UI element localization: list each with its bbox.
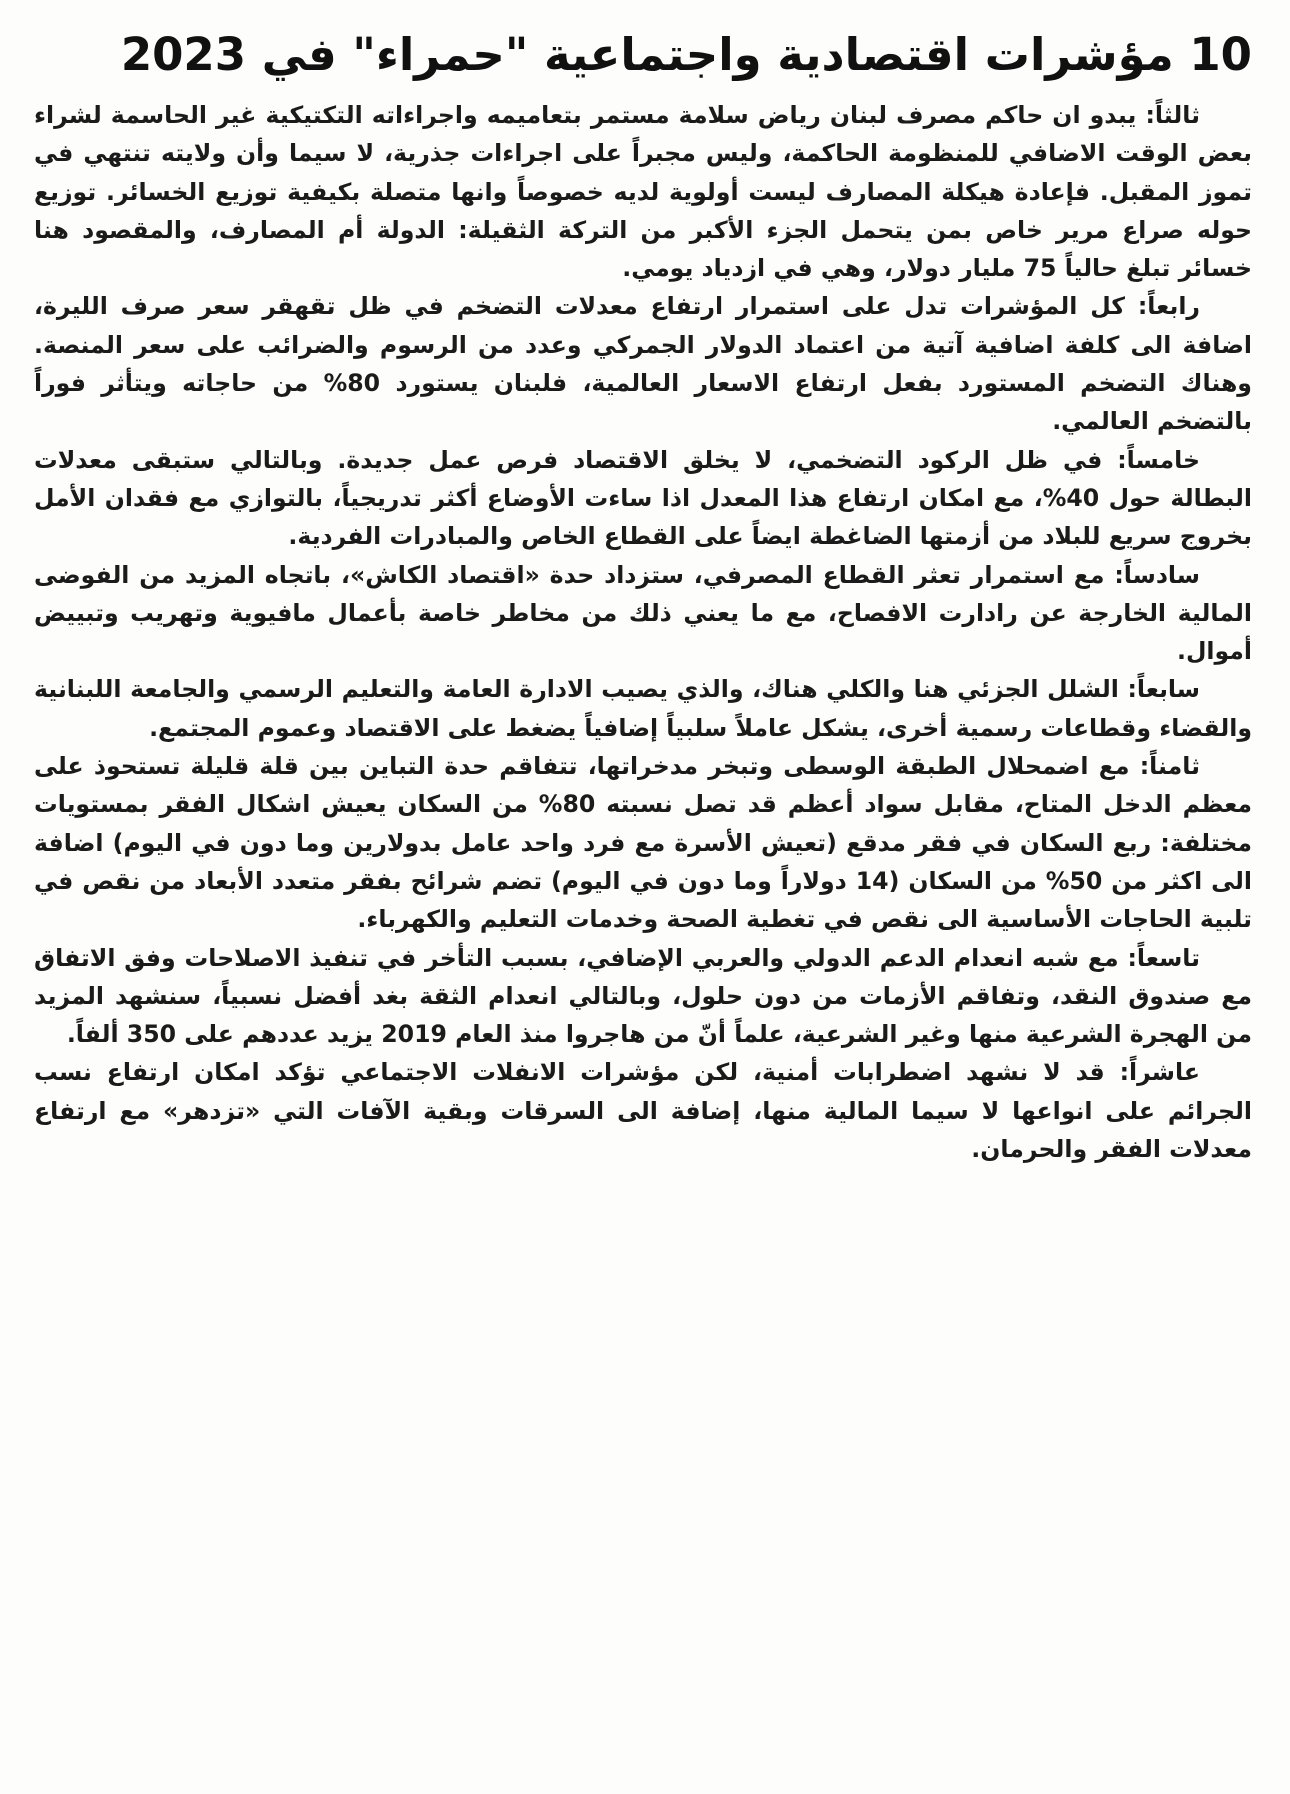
paragraph-sixth (34, 556, 1252, 671)
paragraph-seventh (34, 670, 1252, 747)
paragraph-third (34, 96, 1252, 287)
paragraph-text: قد لا نشهد اضطرابات أمنية، لكن مؤشرات الانفلات الاجتماعي تؤكد امكان ارتفاع نسب الجرائم على انواعها لا سيما المالية منها، إضافة الى السرقات وبقية الآفات التي «تزدهر» مع ارتفاع معدلات الفقر والحرمان. (34, 1058, 1252, 1164)
paragraph-ninth (34, 939, 1252, 1054)
paragraph-text: مع اضمحلال الطبقة الوسطى وتبخر مدخراتها، تتفاقم حدة التباين بين قلة قليلة تستحوذ على معظم الدخل المتاح، مقابل سواد أعظم قد تصل نسبته 80% من السكان يعيش اشكال الفقر بمستويات مختلفة: ربع السكان في فقر مدقع (تعيش الأسرة مع فرد واحد عامل بدولارين وما دون في اليوم) اضافة الى اكثر من 50% من السكان (14 دولاراً وما دون في اليوم) تضم شرائح بفقر متعدد الأبعاد من نقص في تلبية الحاجات الأساسية الى نقص في تغطية الصحة وخدمات التعليم والكهرباء. (34, 752, 1253, 934)
paragraph-text: كل المؤشرات تدل على استمرار ارتفاع معدلات التضخم في ظل تقهقر سعر صرف الليرة، اضافة الى كلفة اضافية آتية من اعتماد الدولار الجمركي وعدد من الرسوم والضرائب على سعر المنصة. وهناك التضخم المستورد بفعل ارتفاع الاسعار العالمية، فلبنان يستورد 80% من حاجاته ويتأثر فوراً بالتضخم العالمي. (34, 292, 1252, 436)
paragraph-text: الشلل الجزئي هنا والكلي هناك، والذي يصيب الادارة العامة والتعليم الرسمي والجامعة اللبنانية والقضاء وقطاعات رسمية أخرى، يشكل عاملاً سلبياً إضافياً يضغط على الاقتصاد وعموم المجتمع. (34, 675, 1252, 742)
paragraph-fourth (34, 287, 1252, 440)
paragraph-lead: عاشراً: (1119, 1058, 1200, 1087)
paragraph-lead: رابعاً: (1137, 292, 1200, 321)
paragraph-text: يبدو ان حاكم مصرف لبنان رياض سلامة مستمر بتعاميمه واجراءاته التكتيكية غير الحاسمة لشراء بعض الوقت الاضافي للمنظومة الحاكمة، وليس مجبراً على اجراءات جذرية، لا سيما وأن ولايته تنتهي في تموز المقبل. فإعادة هيكلة المصارف ليست أولوية لديه خصوصاً وانها متصلة بكيفية توزيع الخسائر. توزيع حوله صراع مرير خاص بمن يتحمل الجزء الأكبر من التركة الثقيلة: الدولة أم المصارف، والمقصود هنا خسائر تبلغ حالياً 75 مليار دولار، وهي في ازدياد يومي. (34, 101, 1252, 283)
paragraph-lead: ثالثاً: (1145, 101, 1200, 129)
article-headline: 10 مؤشرات اقتصادية واجتماعية "حمراء" في 2023 (120, 28, 1252, 81)
paragraph-lead: تاسعاً: (1127, 943, 1200, 972)
paragraph-text: مع استمرار تعثر القطاع المصرفي، ستزداد حدة «اقتصاد الكاش»، باتجاه المزيد من الفوضى المالية الخارجة عن رادارت الافصاح، مع ما يعني ذلك من مخاطر خاصة بأعمال مافيوية وتهريب وتبييض أموال. (34, 560, 1252, 666)
paragraph-text: مع شبه انعدام الدعم الدولي والعربي الإضافي، بسبب التأخر في تنفيذ الاصلاحات وفق الاتفاق مع صندوق النقد، وتفاقم الأزمات من دون حلول، وبالتالي انعدام الثقة بغد أفضل نسبياً، سنشهد المزيد من الهجرة الشرعية منها وغير الشرعية، علماً أنّ من هاجروا منذ العام 2019 يزيد عددهم على 350 ألفاً. (34, 943, 1252, 1049)
paragraph-lead: سابعاً: (1127, 675, 1200, 704)
paragraph-lead: سادساً: (1114, 560, 1200, 589)
paragraph-fifth (34, 441, 1252, 556)
paragraph-eighth (34, 747, 1252, 938)
paragraph-lead: خامساً: (1117, 445, 1200, 474)
paragraph-lead: ثامناً: (1139, 752, 1200, 781)
paragraph-tenth (34, 1053, 1252, 1168)
article-body (34, 96, 1252, 1168)
paragraph-text: في ظل الركود التضخمي، لا يخلق الاقتصاد فرص عمل جديدة. وبالتالي ستبقى معدلات البطالة حول 40%، مع امكان ارتفاع هذا المعدل اذا ساءت الأوضاع أكثر تدريجياً، بالتوازي مع فقدان الأمل بخروج سريع للبلاد من أزمتها الضاغطة ايضاً على القطاع الخاص والمبادرات الفردية. (34, 445, 1252, 551)
